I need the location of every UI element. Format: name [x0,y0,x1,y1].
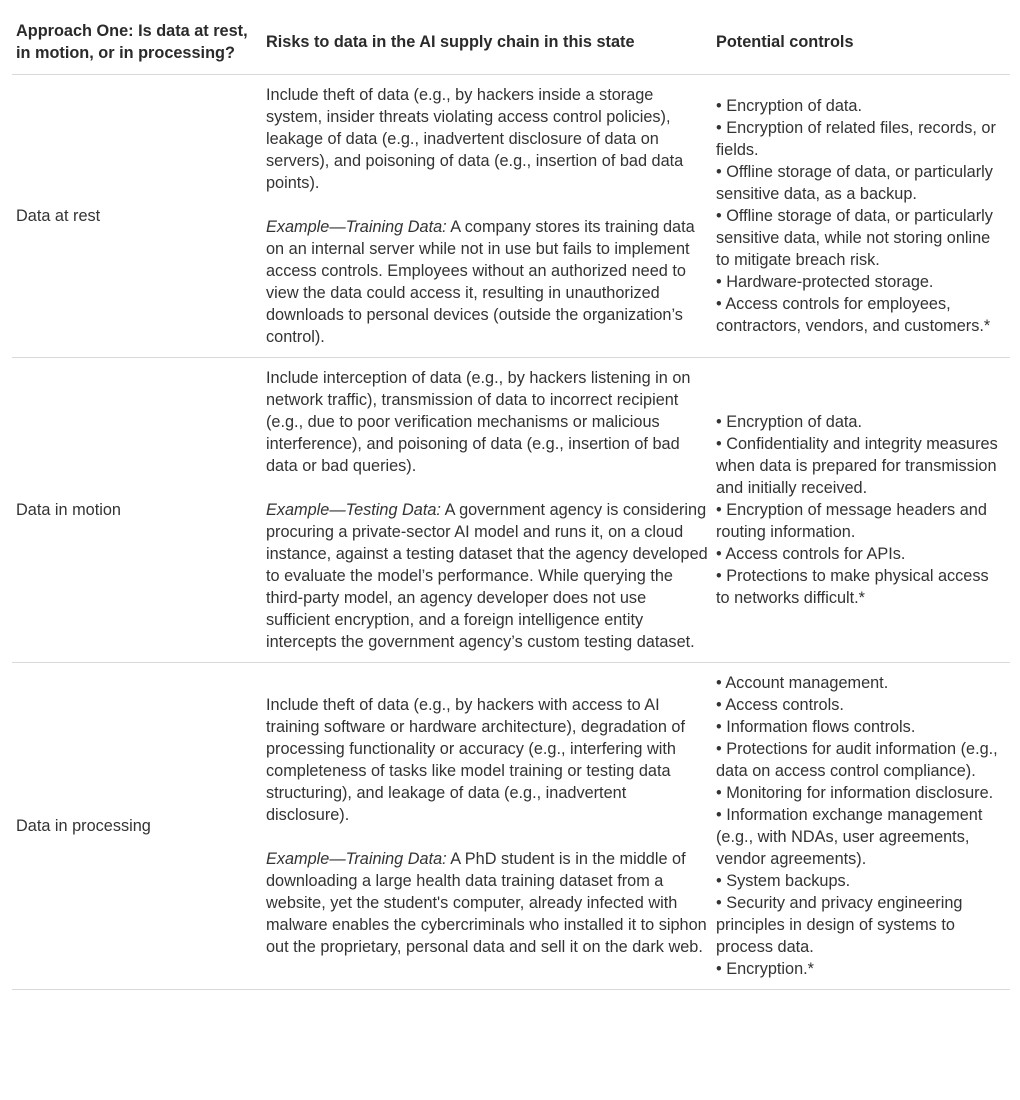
table-row [12,75,1010,358]
control-item: • Account management. [716,674,889,692]
control-item: • Access controls for employees, contractors, vendors, and customers.* [716,295,991,335]
risk-text: Include theft of data (e.g., by hackers inside a storage system, insider threats violating access control policies), leakage of data (e.g., inadvertent disclosure of data on servers), and poisoning of data (e.g., insertion of bad data points). [266,86,684,192]
example-text [266,848,708,958]
header-risks: Risks to data in the AI supply chain in this state [262,12,712,75]
control-item: • Information exchange management (e.g., with NDAs, user agreements, vendor agreements). [716,806,983,868]
example-label: Example—Testing Data: [266,501,441,519]
control-item: • Access controls for APIs. [716,545,906,563]
control-item: • Protections for audit information (e.g., data on access control compliance). [716,740,998,780]
state-cell: Data in processing [12,663,262,990]
data-state-table [12,12,1010,990]
control-item: • Offline storage of data, or particularly sensitive data, while not storing online to mitigate breach risk. [716,207,993,269]
example-label: Example—Training Data: [266,850,447,868]
risk-cell [262,358,712,663]
example-text [266,499,708,653]
controls-cell [712,663,1010,990]
control-item: • Offline storage of data, or particularly sensitive data, as a backup. [716,163,993,203]
control-item: • Security and privacy engineering principles in design of systems to process data. [716,894,963,956]
header-controls: Potential controls [712,12,1010,75]
state-cell: Data in motion [12,358,262,663]
control-item: • System backups. [716,872,851,890]
table-row [12,358,1010,663]
control-item: • Protections to make physical access to networks difficult.* [716,567,989,607]
risk-cell [262,663,712,990]
control-item: • Confidentiality and integrity measures when data is prepared for transmission and initially received. [716,435,998,497]
control-item: • Encryption of related files, records, or fields. [716,119,996,159]
controls-cell [712,75,1010,358]
example-body: A PhD student is in the middle of downloading a large health data training dataset from a website, yet the student's computer, already infected with malware enables the cybercriminals who installed it to siphon out the proprietary, personal data and sell it on the dark web. [266,850,707,956]
control-item: • Monitoring for information disclosure. [716,784,994,802]
example-label: Example—Training Data: [266,218,447,236]
header-approach: Approach One: Is data at rest, in motion, or in processing? [12,12,262,75]
control-item: • Access controls. [716,696,844,714]
control-item: • Information flows controls. [716,718,916,736]
control-item: • Encryption.* [716,960,815,978]
example-body: A company stores its training data on an internal server while not in use but fails to implement access controls. Employees without an authorized need to view the data could access it, resulting in unauthorized downloads to personal devices (outside the organization’s control). [266,218,695,346]
control-item: • Encryption of data. [716,413,862,431]
table-row [12,663,1010,990]
risk-text: Include theft of data (e.g., by hackers with access to AI training software or hardware architecture), degradation of processing functionality or accuracy (e.g., interfering with completeness of tasks like model training or testing data structuring), and leakage of data (e.g., inadvertent disclosure). [266,696,686,824]
state-cell: Data at rest [12,75,262,358]
risk-text: Include interception of data (e.g., by hackers listening in on network traffic), transmission of data to incorrect recipient (e.g., due to poor verification mechanisms or malicious interference), and poisoning of data (e.g., insertion of bad data or bad queries). [266,369,691,475]
table-header-row [12,12,1010,75]
control-item: • Hardware-protected storage. [716,273,934,291]
control-item: • Encryption of data. [716,97,862,115]
example-text [266,216,708,348]
risk-cell [262,75,712,358]
example-body: A government agency is considering procuring a private-sector AI model and runs it, on a cloud instance, against a testing dataset that the agency developed to evaluate the model’s performance. While querying the third-party model, an agency developer does not use sufficient encryption, and a foreign intelligence entity intercepts the government agency’s custom testing dataset. [266,501,708,651]
controls-cell [712,358,1010,663]
control-item: • Encryption of message headers and routing information. [716,501,987,541]
